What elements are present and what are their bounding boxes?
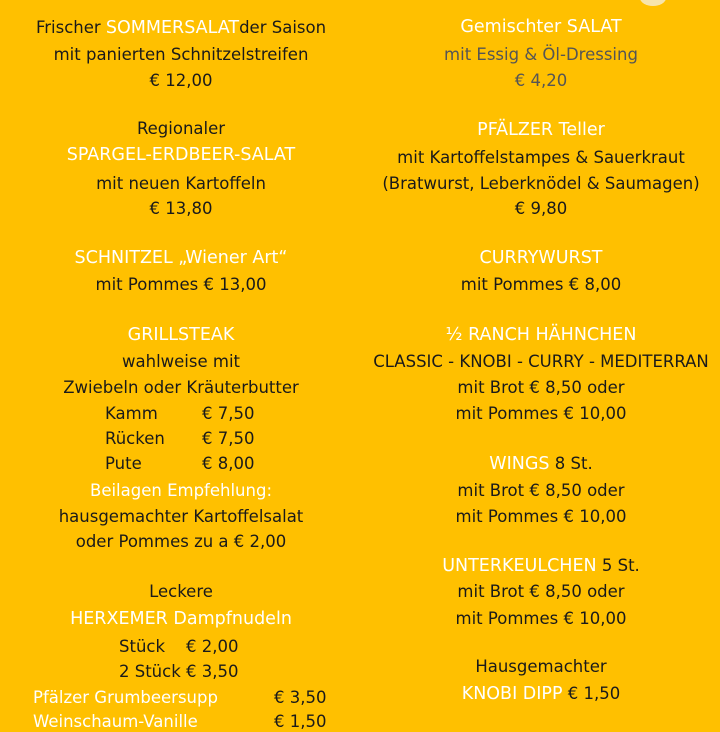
dish-title — [362, 454, 720, 474]
dish-description: mit Pommes € 13,00 — [95, 275, 267, 294]
side-dish-description: oder Pommes zu a € 2,00 — [75, 532, 287, 551]
dish-name: Gemischter SALAT — [460, 17, 622, 37]
dish-name: ½ RANCH HÄHNCHEN — [445, 325, 637, 345]
dish-name: UNTERKEULCHEN — [442, 556, 597, 576]
side-dish-title: Beilagen Empfehlung: — [90, 481, 272, 500]
side-dish-description: hausgemachter Kartoffelsalat — [58, 507, 304, 526]
dish-title — [362, 556, 720, 576]
dish-price: € 9,80 — [514, 199, 568, 218]
dish-prefix: Leckere — [149, 582, 213, 601]
dish-price: mit Pommes € 10,00 — [455, 507, 627, 526]
dish-price: mit Brot € 8,50 oder — [457, 481, 625, 500]
dish-name: WINGS — [489, 454, 550, 474]
dish-description: (Bratwurst, Leberknödel & Saumagen) — [382, 174, 700, 193]
dish-description: Zwiebeln oder Kräuterbutter — [63, 378, 299, 397]
dish-name: KNOBI DIPP — [461, 684, 563, 704]
menu-board: Frischer SOMMERSALATder Saison mit panierten Schnitzelstreifen € 12,00 Regionaler SPARGEL-ERDBEER-SALAT mit neuen Kartoffeln € 13,80 SCHNITZEL „Wiener Art“ mit Pommes € 13,00 GRILLSTEAK wahlweise mit Zwiebeln oder Kräuterbutter Kamm € 7,50 Rücken € 7,50 Pute € 8,00 Beilagen Empfehlung: hausgemachter Kartoffelsalat oder Pommes zu a € 2,00 Leckere HERXEMER Dampfnudeln Stück € 2,00 2 Stück € 3,50 Pfälzer Grumbeersupp € 3,50 Weinschaum-Vanille € 1,50 Gemischter SALAT mit Essig & Öl-Dressing € 4,20 PFÄLZER Teller mit Kartoffelstampes & Sauerkraut (Bratwurst, Leberknödel & Saumagen) € 9,80 CURRYWURST mit Pommes € 8,00 ½ RANCH HÄHNCHEN CLASSIC - KNOBI - CURRY - MEDITERRAN mit Brot € 8,50 oder mit Pommes € 10,00 WINGS 8 St. mit Brot € 8,50 oder mit Pommes € 10,00 UNTERKEULCHEN 5 St. mit Brot € 8,50 oder mit Pommes € 10,00 Hausgemachter KNOBI DIPP € 1,50 — [0, 0, 720, 720]
dish-description: mit Essig & Öl-Dressing — [444, 45, 638, 64]
dish-title — [362, 684, 720, 704]
dish-price: € 4,20 — [514, 71, 568, 90]
dish-name: SCHNITZEL „Wiener Art“ — [74, 248, 288, 268]
dish-description: wahlweise mit — [122, 352, 240, 371]
dish-name: CURRYWURST — [479, 248, 603, 268]
decorative-dot — [640, 0, 666, 6]
dish-count: 5 St. — [601, 556, 640, 575]
dish-name: SOMMERSALAT — [105, 18, 240, 38]
dish-price: € 12,00 — [149, 71, 213, 90]
dish-description: mit panierten Schnitzelstreifen — [53, 45, 309, 64]
dish-price: mit Pommes € 10,00 — [455, 404, 627, 423]
dish-name: HERXEMER Dampfnudeln — [70, 609, 292, 629]
dish-count: 8 St. — [554, 454, 593, 473]
dish-variants: CLASSIC - KNOBI - CURRY - MEDITERRAN — [373, 352, 709, 371]
dish-description: mit Kartoffelstampes & Sauerkraut — [397, 148, 685, 167]
dish-price: mit Pommes € 10,00 — [455, 609, 627, 628]
dish-prefix: Regionaler — [136, 119, 226, 138]
dish-description: mit neuen Kartoffeln — [96, 174, 266, 193]
dish-price: € 13,80 — [149, 199, 213, 218]
sommersalat-title: Frischer SOMMERSALATder Saison — [35, 18, 327, 38]
dish-price: mit Brot € 8,50 oder — [457, 582, 625, 601]
dish-prefix: Hausgemachter — [475, 657, 607, 676]
dish-name: PFÄLZER Teller — [477, 120, 605, 140]
dish-name: GRILLSTEAK — [127, 325, 235, 345]
dish-price: € 1,50 — [567, 684, 621, 703]
dish-name: SPARGEL-ERDBEER-SALAT — [66, 145, 296, 165]
dish-price: mit Brot € 8,50 oder — [457, 378, 625, 397]
dish-description: mit Pommes € 8,00 — [460, 275, 622, 294]
